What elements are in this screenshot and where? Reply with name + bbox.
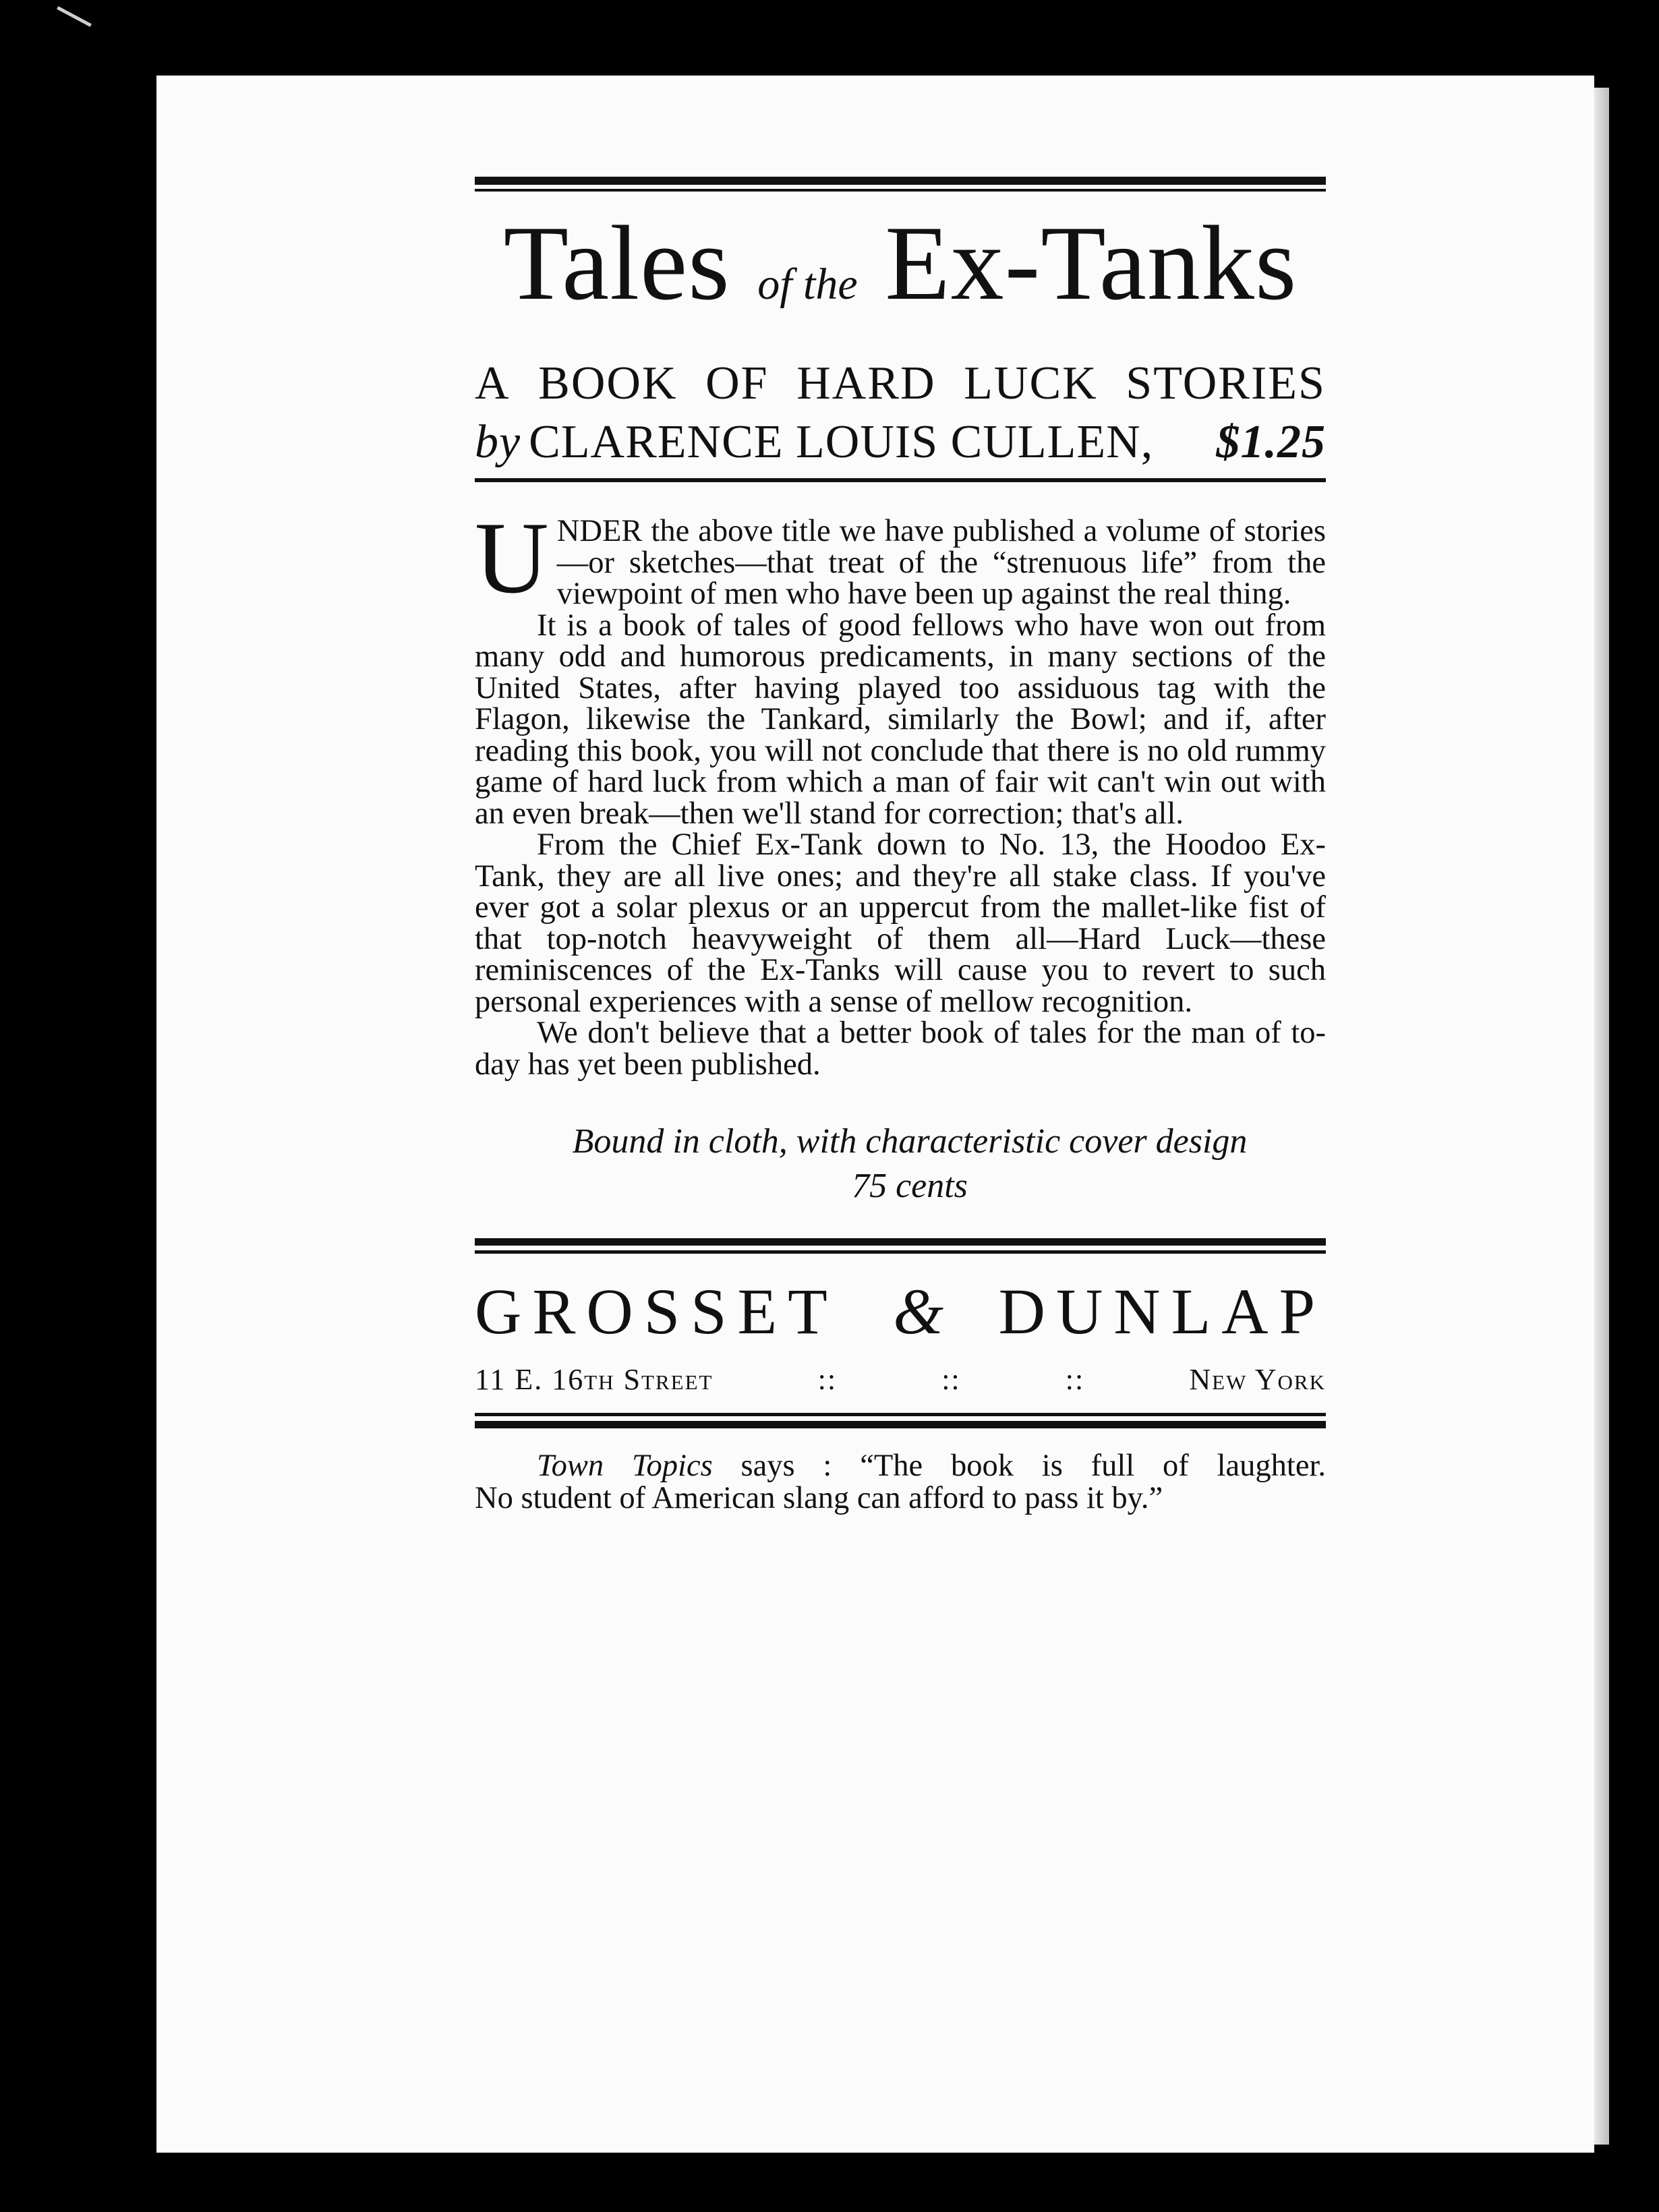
publisher-bottom-rule bbox=[475, 1413, 1326, 1428]
quote-source: Town Topics bbox=[537, 1449, 713, 1483]
book-price: $1.25 bbox=[1216, 416, 1326, 468]
paragraph-3: From the Chief Ex-Tank down to No. 13, the Hoodoo Ex-Tank, they are all live ones; and they're all stake class. If you've ever got a solar plexus or an uppercut from the mallet-like fist of that top-notch heavyweight of them all—Hard Luck—these reminiscences of the Ex-Tanks will cause you to revert to such personal experiences with a sense of mellow recognition. bbox=[475, 827, 1326, 1019]
publisher-name-right: DUNLAP bbox=[998, 1275, 1326, 1347]
address-separator: :: bbox=[1065, 1363, 1085, 1396]
paragraph-1: UNDER the above title we have published a volume of stories—or sketches—that treat of the “strenuous life” from the viewpoint of men who have been up against the real thing. bbox=[475, 501, 1326, 614]
top-rule bbox=[475, 177, 1326, 192]
byline bbox=[475, 412, 1326, 473]
book-title bbox=[475, 206, 1326, 342]
publisher-name bbox=[475, 1274, 1326, 1349]
author-name: CLARENCE LOUIS CULLEN, bbox=[529, 416, 1154, 468]
quote-line-2: No student of American slang can afford to pass it by.” bbox=[475, 1481, 1163, 1515]
paragraph-4: We don't believe that a better book of tales for the man of to-day has yet been published. bbox=[475, 1016, 1326, 1082]
publisher-top-rule bbox=[475, 1238, 1326, 1254]
subtitle-word: LUCK bbox=[964, 357, 1098, 409]
subtitle-word: A bbox=[475, 357, 511, 409]
title-part-1: Tales bbox=[503, 204, 730, 322]
publisher-address bbox=[475, 1362, 1326, 1398]
paragraph-2: It is a book of tales of good fellows who have won out from many odd and humorous predicaments, in many sections of the United States, after having played too assiduous tag with the Flagon, likewise the Tankard, similarly the Bowl; and if, after reading this book, you will not conclude that there is no old rummy game of hard luck from which a man of fair wit can't win out with an even break—then we'll stand for correction; that's all. bbox=[475, 608, 1326, 831]
byline-by: by bbox=[475, 416, 521, 468]
address-separator: :: bbox=[941, 1363, 961, 1396]
subtitle-word: BOOK bbox=[538, 357, 678, 409]
byline-rule bbox=[475, 478, 1326, 482]
quote-line-1: “The book is full of laughter. bbox=[860, 1449, 1327, 1483]
address-separator: :: bbox=[817, 1363, 838, 1396]
binding-price: 75 cents bbox=[852, 1167, 968, 1205]
publisher-ampersand: & bbox=[893, 1275, 944, 1347]
subtitle-word: STORIES bbox=[1126, 357, 1326, 409]
binding-line: Bound in cloth, with characteristic cover design bbox=[572, 1122, 1248, 1161]
title-part-2: of the bbox=[757, 260, 858, 309]
binding-info bbox=[475, 1119, 1326, 1209]
page-edge bbox=[1594, 88, 1609, 2145]
advertisement bbox=[475, 177, 1326, 1515]
publisher-name-left: GROSSET bbox=[475, 1275, 838, 1347]
address-city: New York bbox=[1189, 1363, 1326, 1396]
review-quote bbox=[475, 1450, 1326, 1515]
book-subtitle bbox=[475, 355, 1326, 412]
subtitle-word: HARD bbox=[796, 357, 936, 409]
drop-cap: U bbox=[475, 501, 549, 614]
quote-says: says : bbox=[712, 1449, 832, 1483]
title-part-3: Ex-Tanks bbox=[885, 204, 1298, 322]
address-street: 11 E. 16th Street bbox=[475, 1363, 714, 1396]
scan-corner-mark bbox=[57, 6, 92, 27]
body-text bbox=[475, 501, 1326, 1082]
subtitle-word: OF bbox=[705, 357, 769, 409]
